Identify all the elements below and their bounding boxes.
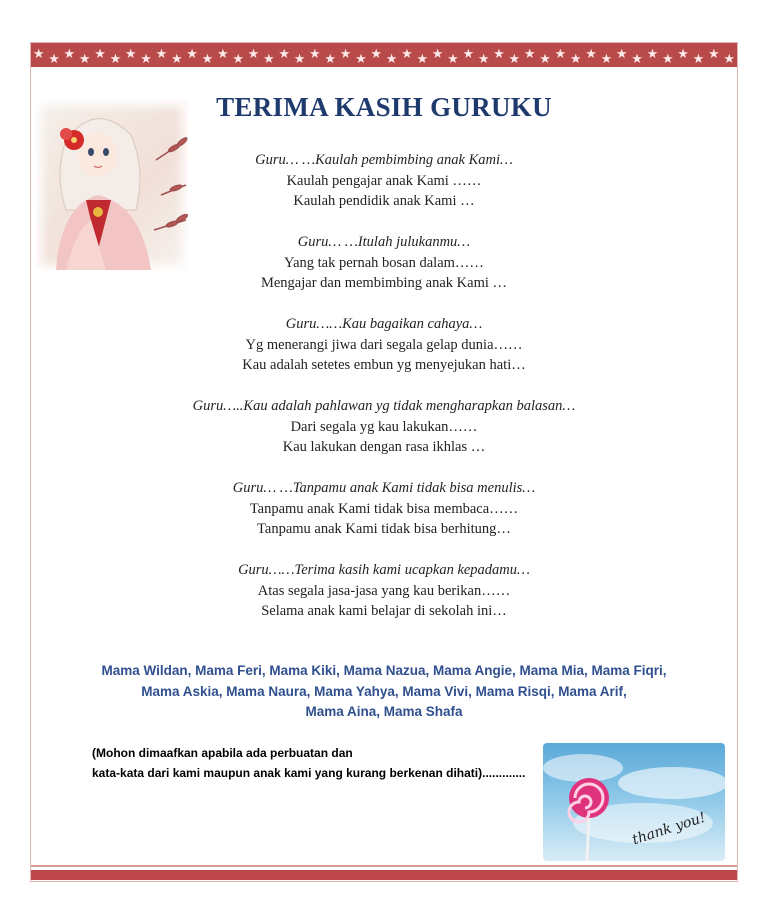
stanza-line: Mengajar dan membimbing anak Kami … — [260, 275, 508, 291]
stanza-line: Dari segala yg kau lakukan…… — [290, 418, 478, 435]
star-icon: ★ — [140, 52, 152, 67]
names-line: Mama Wildan, Mama Feri, Mama Kiki, Mama Nazua, Mama Angie, Mama Mia, Mama Fiqri, — [101, 663, 667, 678]
star-icon: ★ — [278, 47, 290, 62]
note-line: (Mohon dimaafkan apabila ada perbuatan dan — [92, 746, 353, 760]
star-icon: ★ — [186, 47, 198, 62]
parents-names — [80, 661, 688, 723]
lollipop-thank-you-photo — [543, 743, 725, 861]
star-icon: ★ — [493, 47, 505, 62]
star-icon: ★ — [707, 47, 720, 62]
star-icon: ★ — [109, 52, 122, 67]
star-icon: ★ — [32, 47, 45, 62]
page-title: TERIMA KASIH GURUKU — [216, 92, 552, 122]
star-border-band — [31, 43, 737, 67]
stanza-line: Kaulah pengajar anak Kami …… — [286, 172, 482, 189]
star-icon: ★ — [431, 47, 444, 62]
star-icon: ★ — [646, 47, 659, 62]
star-icon: ★ — [170, 52, 183, 67]
star-icon: ★ — [293, 52, 306, 67]
star-icon: ★ — [385, 52, 398, 67]
star-icon: ★ — [600, 52, 613, 67]
star-icon: ★ — [692, 52, 705, 67]
stanza-line: Yg menerangi jiwa dari segala gelap dunia…… — [245, 336, 523, 353]
stanza-lead-line: Guru… …Itulah julukanmu… — [297, 234, 471, 250]
star-icon: ★ — [355, 52, 367, 67]
stanza-lead-line: Guru……Terima kasih kami ucapkan kepadamu… — [238, 562, 530, 578]
star-icon: ★ — [370, 47, 383, 62]
thank-you-script: thank you! — [630, 809, 708, 849]
star-icon: ★ — [155, 47, 168, 62]
star-icon: ★ — [462, 47, 475, 62]
star-icon: ★ — [48, 52, 60, 67]
star-icon: ★ — [63, 47, 76, 62]
star-icon: ★ — [263, 52, 275, 67]
star-icon: ★ — [554, 47, 567, 62]
star-icon: ★ — [585, 47, 597, 62]
star-icon: ★ — [508, 52, 521, 67]
stanza-line: Tanpamu anak Kami tidak bisa berhitung… — [257, 521, 511, 537]
star-icon: ★ — [324, 52, 337, 67]
star-icon: ★ — [309, 47, 321, 62]
bottom-band — [31, 870, 737, 880]
stanza-line: Kau adalah setetes embun yg menyejukan hati… — [242, 357, 526, 373]
star-icon: ★ — [216, 47, 229, 62]
stanza-lead-line: Guru……Kau bagaikan cahaya… — [285, 316, 483, 332]
star-icon: ★ — [201, 52, 214, 67]
star-icon: ★ — [247, 47, 260, 62]
star-icon: ★ — [124, 47, 137, 62]
stanza-line: Kaulah pendidik anak Kami … — [293, 193, 475, 209]
star-icon: ★ — [523, 47, 536, 62]
star-icon: ★ — [677, 47, 689, 62]
star-icon: ★ — [723, 52, 735, 67]
poem-stanza — [100, 150, 668, 212]
star-icon: ★ — [615, 47, 628, 62]
poem-stanza — [100, 232, 668, 294]
stanza-line: Tanpamu anak Kami tidak bisa membaca…… — [249, 500, 519, 517]
stanza-lead-line: Guru… …Kaulah pembimbing anak Kami… — [255, 152, 513, 168]
stanza-line: Selama anak kami belajar di sekolah ini… — [261, 603, 507, 619]
star-icon: ★ — [447, 52, 459, 67]
poem — [100, 150, 668, 642]
poem-stanza — [100, 560, 668, 622]
poem-stanza — [100, 314, 668, 376]
stanza-lead-line: Guru… …Tanpamu anak Kami tidak bisa menulis… — [232, 480, 536, 496]
names-line: Mama Askia, Mama Naura, Mama Yahya, Mama Vivi, Mama Risqi, Mama Arif, — [141, 683, 627, 699]
star-icon: ★ — [477, 52, 490, 67]
note-line: kata-kata dari kami maupun anak kami yang kurang berkenan dihati)............. — [92, 765, 526, 780]
apology-note — [92, 744, 532, 783]
bottom-divider — [31, 865, 737, 867]
star-icon: ★ — [569, 52, 582, 67]
star-icon: ★ — [416, 52, 429, 67]
stanza-line: Atas segala jasa-jasa yang kau berikan…… — [257, 582, 511, 599]
star-icon: ★ — [539, 52, 551, 67]
star-icon: ★ — [339, 47, 352, 62]
star-icon: ★ — [631, 52, 643, 67]
stanza-line: Yang tak pernah bosan dalam…… — [284, 254, 484, 271]
star-icon: ★ — [94, 47, 106, 62]
poem-stanza — [100, 478, 668, 540]
star-icon: ★ — [401, 47, 413, 62]
names-line: Mama Aina, Mama Shafa — [305, 704, 463, 719]
star-icon: ★ — [661, 52, 674, 67]
star-icon: ★ — [232, 52, 244, 67]
poem-stanza — [100, 396, 668, 458]
stanza-line: Kau lakukan dengan rasa ikhlas … — [282, 439, 486, 455]
star-icon: ★ — [78, 52, 91, 67]
stanza-lead-line: Guru…..Kau adalah pahlawan yg tidak mengharapkan balasan… — [192, 398, 576, 414]
